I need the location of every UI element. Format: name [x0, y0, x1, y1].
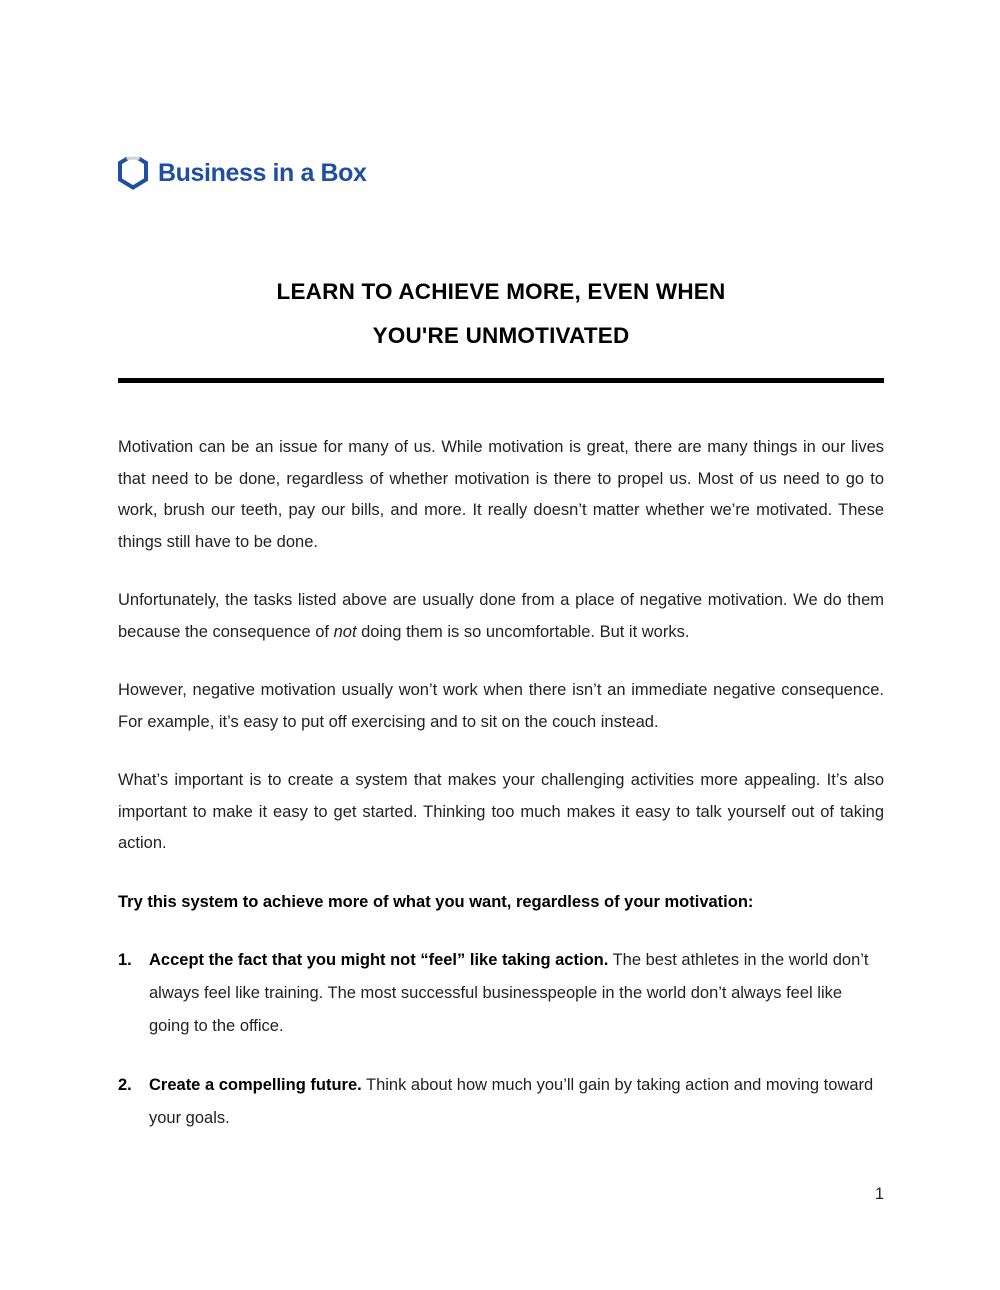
brand-logo — [118, 156, 367, 190]
list-item — [118, 1069, 884, 1135]
page-number: 1 — [874, 1185, 884, 1203]
list-item-number: 1. — [118, 951, 132, 969]
brand-name: Business in a Box — [158, 158, 367, 187]
page-title-line-1: LEARN TO ACHIEVE MORE, EVEN WHEN — [276, 279, 726, 305]
paragraph-2-text-before: Unfortunately, the tasks listed above are usually done from a place of negative motivation. We do them because the consequence of — [118, 591, 884, 641]
paragraph-4: What’s important is to create a system that makes your challenging activities more appealing. It’s also important to make it easy to get started. Thinking too much makes it easy to talk yourself out of taking action. — [118, 771, 884, 852]
paragraph-2-text-after: doing them is so uncomfortable. But it works. — [356, 622, 690, 641]
title-divider — [118, 378, 884, 383]
paragraph-2 — [118, 585, 884, 648]
list-item — [118, 944, 884, 1043]
steps-list — [118, 944, 884, 1135]
list-item-text: Think about how much you’ll gain by taking action and moving toward your goals. — [149, 1076, 874, 1127]
list-item-heading: Accept the fact that you might not “feel” like taking action. — [149, 951, 609, 969]
list-item-number: 2. — [118, 1076, 132, 1094]
list-lead-in: Try this system to achieve more of what you want, regardless of your motivation: — [118, 892, 754, 911]
page-title — [118, 270, 884, 358]
list-item-heading: Create a compelling future. — [149, 1076, 362, 1094]
page-title-line-2: YOU'RE UNMOTIVATED — [372, 323, 630, 349]
document-body — [118, 432, 884, 1135]
paragraph-3: However, negative motivation usually won’t work when there isn’t an immediate negative consequence. For example, it’s easy to put off exercising and to sit on the couch instead. — [118, 681, 884, 731]
hexagon-outline-icon — [118, 156, 148, 190]
list-item-text: The best athletes in the world don’t always feel like training. The most successful businesspeople in the world don’t always feel like going to the office. — [149, 951, 869, 1035]
paragraph-2-emphasis: not — [333, 622, 357, 641]
paragraph-1: Motivation can be an issue for many of us. While motivation is great, there are many things in our lives that need to be done, regardless of whether motivation is there to propel us. Most of us need to go to work, brush our teeth, pay our bills, and more. It really doesn’t matter whether we’re motivated. These things still have to be done. — [118, 438, 884, 551]
